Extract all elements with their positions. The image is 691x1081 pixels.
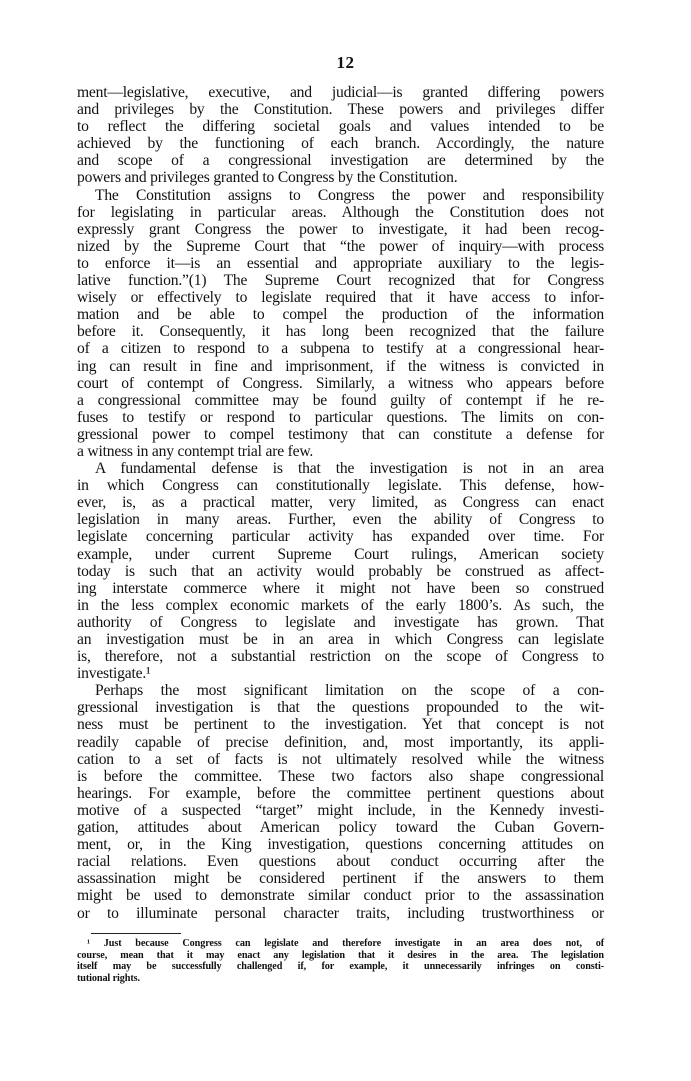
footnote <box>77 938 604 984</box>
footnote-line: itself may be successfully challenged if, for example, it unnecessarily infringes on consti- <box>77 961 604 972</box>
body-line: today is such that an activity would probably be construed as affect- <box>77 562 604 580</box>
body-line: assassination might be considered pertinent if the answers to them <box>77 870 604 888</box>
footnote-line: ¹ Just because Congress can legislate and therefore investigate in an area does not, of <box>87 938 604 949</box>
body-line: gressional power to compel testimony that can constitute a defense for <box>77 425 604 443</box>
body-line: gressional investigation is that the questions propounded to the wit- <box>77 699 604 717</box>
body-line: ever, is, as a practical matter, very limited, as Congress can enact <box>77 494 604 512</box>
body-line: ment, or, in the King investigation, questions concerning attitudes on <box>77 836 604 854</box>
body-line: gation, attitudes about American policy toward the Cuban Govern- <box>77 819 604 837</box>
paragraph-start-line: A fundamental defense is that the investigation is not in an area <box>95 460 604 478</box>
paragraph-start-line: The Constitution assigns to Congress the power and responsibility <box>95 186 604 204</box>
page-number: 12 <box>336 53 355 72</box>
paragraph-end-line: a witness in any contempt trial are few. <box>77 442 314 460</box>
body-line: ing interstate commerce where it might not have been so construed <box>77 579 604 597</box>
body-line: or to illuminate personal character traits, including trustworthiness or <box>77 904 604 922</box>
paragraph-end-line: powers and privileges granted to Congress by the Constitution. <box>77 169 458 187</box>
body-line: a congressional committee may be found guilty of contempt if he re- <box>77 391 604 409</box>
body-line: expressly grant Congress the power to investigate, it had been recog- <box>77 220 604 238</box>
body-line: in which Congress can constitutionally legislate. This defense, how- <box>77 477 604 495</box>
paragraph-end-line: investigate.¹ <box>77 665 151 683</box>
body-line: readily capable of precise definition, and, most importantly, its appli- <box>77 733 604 751</box>
body-line: ment—legislative, executive, and judicial—is granted differing powers <box>77 84 604 101</box>
paragraph-start-line: Perhaps the most significant limitation on the scope of a con- <box>95 682 604 700</box>
footnote-line: course, mean that it may enact any legislation that it desires in the area. The legislation <box>77 949 604 961</box>
body-line: of a citizen to respond to a subpena to testify at a congressional hear- <box>77 340 604 358</box>
body-line: fuses to testify or respond to particular questions. The limits on con- <box>77 408 604 426</box>
body-line: legislation in many areas. Further, even the ability of Congress to <box>77 511 604 529</box>
body-text <box>77 84 604 922</box>
body-line: to enforce it—is an essential and appropriate auxiliary to the legis- <box>77 254 604 272</box>
footnote-line: tutional rights. <box>77 972 140 984</box>
body-line: court of contempt of Congress. Similarly, a witness who appears before <box>77 374 604 392</box>
body-line: before it. Consequently, it has long been recognized that the failure <box>77 323 604 341</box>
body-line: ing can result in fine and imprisonment, if the witness is convicted in <box>77 357 604 375</box>
body-line: nized by the Supreme Court that “the power of inquiry—with process <box>77 237 604 255</box>
body-line: cation to a set of facts is not ultimately resolved while the witness <box>77 750 604 768</box>
body-line: mation and be able to compel the production of the information <box>77 306 604 324</box>
body-line: in the less complex economic markets of the early 1800’s. As such, the <box>77 596 604 614</box>
body-line: is, therefore, not a substantial restriction on the scope of Congress to <box>77 648 604 666</box>
body-line: lative function.”(1) The Supreme Court recognized that for Congress <box>77 272 604 290</box>
body-line: and scope of a congressional investigation are determined by the <box>77 152 604 170</box>
body-line: ness must be pertinent to the investigation. Yet that concept is not <box>77 716 604 734</box>
body-line: an investigation must be in an area in which Congress can legislate <box>77 631 604 648</box>
body-line: motive of a suspected “target” might include, in the Kennedy investi- <box>77 801 604 819</box>
body-line: and privileges by the Constitution. These powers and privileges differ <box>77 101 604 119</box>
body-line: to reflect the differing societal goals and values intended to be <box>77 118 604 136</box>
body-line: hearings. For example, before the committee pertinent questions about <box>77 784 604 802</box>
body-line: for legislating in particular areas. Although the Constitution does not <box>77 203 604 221</box>
body-line: might be used to demonstrate similar conduct prior to the assassination <box>77 887 604 905</box>
body-line: authority of Congress to legislate and investigate has grown. That <box>77 613 604 631</box>
body-line: achieved by the functioning of each branch. Accordingly, the nature <box>77 135 604 153</box>
body-line: wisely or effectively to legislate required that it have access to infor- <box>77 289 604 307</box>
body-line: example, under current Supreme Court rulings, American society <box>77 545 604 563</box>
body-line: legislate concerning particular activity has expanded over time. For <box>77 528 604 546</box>
body-line: is before the committee. These two factors also shape congressional <box>77 767 604 785</box>
body-line: racial relations. Even questions about conduct occurring after the <box>77 853 604 871</box>
footnote-divider <box>91 933 181 934</box>
